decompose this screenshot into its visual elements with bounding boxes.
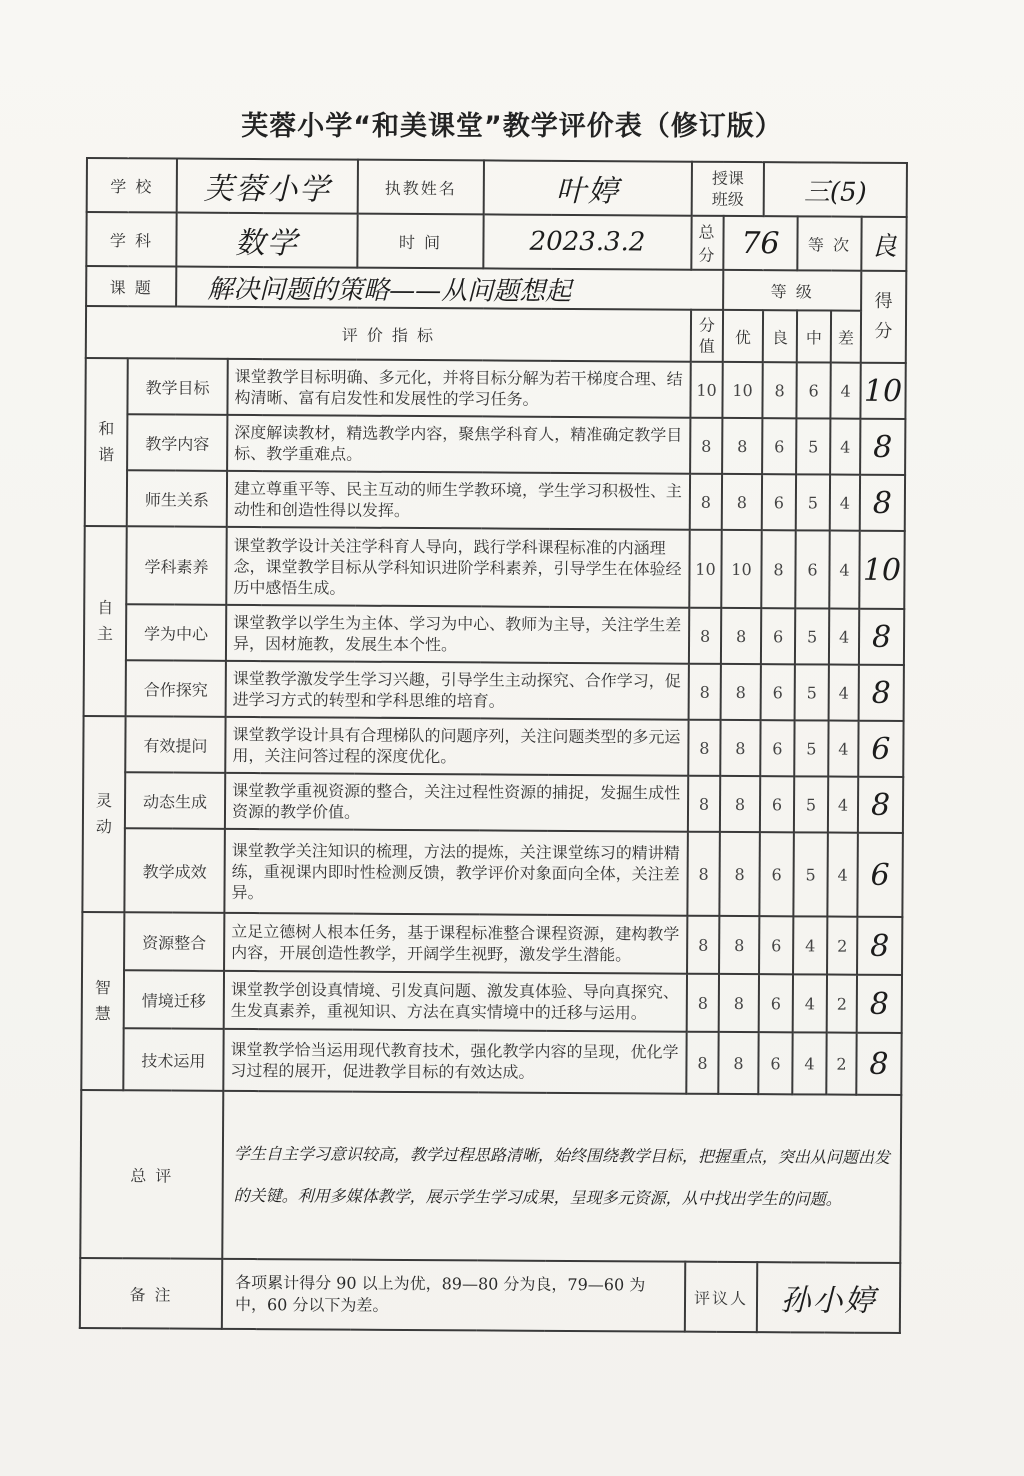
criterion-description: 课堂教学以学生为主体、学习为中心、教师为主导，关注学生差异，因材施教，发展生本个性。: [226, 605, 689, 664]
mid-points: 5: [796, 474, 830, 530]
point-value: 8: [687, 974, 719, 1032]
poor-points: 4: [830, 419, 860, 475]
time-value[interactable]: [483, 214, 691, 269]
excellent-points: 8: [719, 916, 759, 974]
poor-points: 2: [827, 917, 857, 975]
score-handwritten: 6: [871, 731, 891, 767]
category-autonomy: 自 主: [84, 526, 127, 716]
mid-points: 5: [794, 720, 828, 776]
class-value[interactable]: [764, 162, 907, 217]
poor-points: 4: [829, 531, 859, 609]
topic-label: 课 题: [86, 266, 176, 307]
good-points: 6: [762, 418, 796, 474]
excellent-points: 8: [719, 974, 759, 1032]
excellent-points: 8: [722, 474, 762, 530]
teacher-name-value[interactable]: [484, 160, 692, 215]
point-value: 8: [688, 720, 720, 776]
form-title: 芙蓉小学“和美课堂”教学评价表（修订版）: [241, 111, 783, 142]
score-cell[interactable]: [858, 721, 903, 777]
criterion-label: 有效提问: [125, 716, 225, 773]
score-handwritten: 8: [871, 619, 892, 655]
grade-label: 等 级: [723, 270, 861, 311]
table-row: [82, 828, 902, 917]
excellent-points: 8: [720, 720, 760, 776]
point-value: 8: [687, 832, 720, 916]
mid-points: 4: [793, 916, 827, 974]
category-agility: 灵 动: [82, 716, 125, 912]
score-cell[interactable]: [858, 777, 903, 833]
poor-points: 4: [829, 665, 859, 721]
score-handwritten: 8: [873, 429, 893, 465]
subject-handwritten: 数学: [234, 225, 300, 262]
good-points: 6: [761, 664, 795, 720]
class-label: 授课 班级: [692, 162, 764, 216]
score-handwritten: 8: [871, 675, 891, 711]
topic-handwritten: 解决问题的策略——从问题想起: [207, 274, 572, 307]
summary-label: 总 评: [80, 1090, 223, 1259]
excellent-column-header: 优: [723, 310, 763, 362]
criterion-label: 教学成效: [124, 828, 225, 913]
excellent-points: 8: [721, 608, 761, 664]
point-value: 8: [690, 474, 722, 530]
category-wisdom: 智 慧: [81, 912, 124, 1090]
point-value: 8: [688, 776, 720, 832]
remarks-text: 各项累计得分 90 以上为优，89—80 分为良，79—60 为中，60 分以下为差。: [222, 1259, 685, 1332]
excellent-points: 8: [722, 418, 762, 474]
score-handwritten: 10: [863, 373, 903, 409]
table-row: [81, 1028, 901, 1095]
good-column-header: 良: [763, 310, 797, 362]
good-points: 6: [759, 832, 794, 916]
poor-points: 4: [829, 609, 859, 665]
time-label: 时 间: [357, 214, 483, 269]
table-row: [84, 526, 904, 609]
score-cell[interactable]: [857, 917, 902, 975]
value-column-header: 分 值: [691, 310, 723, 362]
score-handwritten: 8: [869, 1046, 889, 1082]
poor-points: 4: [830, 475, 860, 531]
rank-label: 等 次: [797, 216, 861, 270]
mid-points: 6: [795, 530, 829, 608]
score-handwritten: 8: [869, 986, 889, 1022]
criterion-description: 课堂教学关注知识的梳理，方法的提炼，关注课堂练习的精讲精练，重视课内即时性检测反馈，教学评价对象面向全体，关注差异。: [224, 829, 688, 916]
rank-value[interactable]: [861, 217, 906, 271]
criterion-label: 资源整合: [124, 912, 224, 971]
good-points: 6: [762, 474, 796, 530]
teacher-name-label: 执教姓名: [358, 160, 484, 215]
mid-points: 5: [795, 664, 829, 720]
score-cell[interactable]: [856, 1033, 901, 1095]
score-cell[interactable]: [857, 833, 903, 917]
criterion-description: 课堂教学目标明确、多元化，并将目标分解为若干梯度合理、结构清晰、富有启发性和发展性的学习任务。: [227, 359, 690, 418]
score-handwritten: 6: [870, 857, 890, 893]
score-cell[interactable]: [859, 609, 904, 665]
point-value: 8: [689, 664, 721, 720]
good-points: 6: [760, 720, 794, 776]
criteria-header: 评 价 指 标: [86, 306, 691, 362]
mid-points: 5: [796, 418, 830, 474]
table-row: [82, 970, 902, 1033]
mid-points: 4: [793, 974, 827, 1032]
good-points: 6: [758, 1032, 792, 1094]
evaluation-table: [79, 157, 908, 1334]
point-value: 10: [689, 530, 721, 608]
point-value: 8: [690, 418, 722, 474]
total-handwritten: 76: [741, 225, 780, 261]
score-cell[interactable]: [859, 531, 904, 609]
evaluator-signature: 孙小婷: [780, 1283, 877, 1319]
table-row: [84, 604, 904, 665]
table-row: [82, 912, 902, 975]
good-points: 6: [760, 776, 794, 832]
good-points: 8: [761, 530, 795, 608]
score-cell[interactable]: [860, 363, 905, 419]
table-row: [85, 358, 905, 419]
criterion-description: 课堂教学设计关注学科育人导向，践行学科课程标准的内涵理念，课堂教学目标从学科知识进阶学科素养，引导学生在体验经历中感悟生成。: [226, 527, 689, 608]
score-cell[interactable]: [857, 975, 902, 1033]
point-value: 8: [687, 916, 719, 974]
school-value[interactable]: [177, 159, 358, 214]
topic-value[interactable]: [176, 267, 723, 310]
score-handwritten: 8: [872, 485, 893, 521]
point-value: 10: [690, 362, 722, 418]
criterion-label: 教学内容: [127, 414, 227, 471]
criterion-description: 课堂教学创设真情境、引发真问题、激发真体验、导向真探究、生发真素养，重视知识、方法在真实情境中的迁移与运用。: [224, 971, 687, 1032]
excellent-points: 8: [719, 832, 760, 916]
teacher-handwritten: 叶婷: [555, 173, 620, 210]
poor-points: 4: [828, 777, 858, 833]
poor-points: 2: [826, 1033, 856, 1095]
subject-label: 学 科: [86, 212, 176, 267]
total-score-value[interactable]: [723, 216, 797, 270]
criterion-label: 动态生成: [125, 772, 225, 829]
criterion-label: 合作探究: [126, 660, 226, 717]
criterion-label: 教学目标: [127, 358, 227, 415]
poor-points: 4: [828, 721, 858, 777]
table-row: [83, 716, 903, 777]
mid-points: 6: [796, 362, 830, 418]
mid-column-header: 中: [797, 310, 831, 362]
mid-points: 5: [795, 608, 829, 664]
good-points: 6: [759, 974, 793, 1032]
evaluator-label: 评议人: [685, 1262, 757, 1332]
point-value: 8: [689, 608, 721, 664]
evaluator-value[interactable]: [757, 1262, 900, 1333]
excellent-points: 8: [721, 664, 761, 720]
school-label: 学 校: [87, 158, 177, 213]
summary-comment[interactable]: 学生自主学习意识较高，教学过程思路清晰，始终围绕教学目标，把握重点，突出从问题出发的关键。利用多媒体教学，展示学生学习成果，呈现多元资源，从中找出学生的问题。: [222, 1091, 901, 1263]
point-value: 8: [686, 1032, 718, 1094]
score-cell[interactable]: [859, 665, 904, 721]
poor-column-header: 差: [831, 311, 861, 363]
criterion-label: 学科素养: [126, 526, 226, 605]
good-points: 6: [759, 916, 793, 974]
criterion-label: 学为中心: [126, 604, 226, 661]
subject-value[interactable]: [176, 213, 357, 268]
table-row: [85, 414, 905, 475]
excellent-points: 10: [722, 362, 762, 418]
poor-points: 4: [830, 363, 860, 419]
score-cell[interactable]: [860, 419, 905, 475]
criterion-description: 深度解读教材，精选教学内容，聚焦学科育人，精准确定教学目标、教学重难点。: [227, 415, 690, 474]
poor-points: 2: [827, 975, 857, 1033]
evaluation-form: [79, 157, 908, 1334]
criterion-description: 建立尊重平等、民主互动的师生学教环境，学生学习积极性、主动性和创造性得以发挥。: [227, 471, 690, 530]
score-handwritten: 10: [862, 552, 902, 588]
category-harmony: 和 谐: [85, 358, 128, 526]
excellent-points: 10: [721, 530, 761, 608]
good-points: 8: [762, 362, 796, 418]
table-row: [84, 660, 904, 721]
mid-points: 5: [794, 776, 828, 832]
date-handwritten: 2023.3.2: [529, 226, 646, 258]
score-handwritten: 8: [870, 928, 890, 964]
criterion-description: 课堂教学设计具有合理梯队的问题序列，关注问题类型的多元运用，关注问答过程的深度优化。: [225, 717, 688, 776]
criterion-description: 立足立德树人根本任务，基于课程标准整合课程资源，建构教学内容，开展创造性教学，开阔学生视野，激发学生潜能。: [224, 913, 687, 974]
good-points: 6: [761, 608, 795, 664]
criterion-description: 课堂教学恰当运用现代教育技术，强化教学内容的呈现，优化学习过程的展开，促进教学目标的有效达成。: [223, 1029, 686, 1094]
criterion-label: 师生关系: [127, 470, 227, 527]
mid-points: 4: [792, 1032, 826, 1094]
score-cell[interactable]: [860, 475, 905, 531]
criterion-description: 课堂教学激发学生学习兴趣，引导学生主动探究、合作学习，促进学习方式的转型和学科思维的培育。: [226, 661, 689, 720]
class-handwritten: 三(5): [803, 176, 867, 208]
criterion-label: 情境迁移: [124, 970, 224, 1029]
table-row: [85, 470, 905, 531]
excellent-points: 8: [720, 776, 760, 832]
school-handwritten: 芙蓉小学: [203, 171, 332, 208]
remarks-label: 备 注: [80, 1258, 222, 1329]
points-column-header: 得 分: [861, 271, 907, 363]
mid-points: 5: [793, 832, 828, 916]
rank-handwritten: 良: [870, 231, 898, 262]
poor-points: 4: [827, 833, 858, 917]
criterion-description: 课堂教学重视资源的整合，关注过程性资源的捕捉，发掘生成性资源的教学价值。: [225, 773, 688, 832]
excellent-points: 8: [718, 1032, 758, 1094]
score-handwritten: 8: [870, 787, 891, 823]
table-row: [83, 772, 903, 833]
criterion-label: 技术运用: [123, 1028, 223, 1091]
total-score-label: 总 分: [691, 216, 723, 270]
